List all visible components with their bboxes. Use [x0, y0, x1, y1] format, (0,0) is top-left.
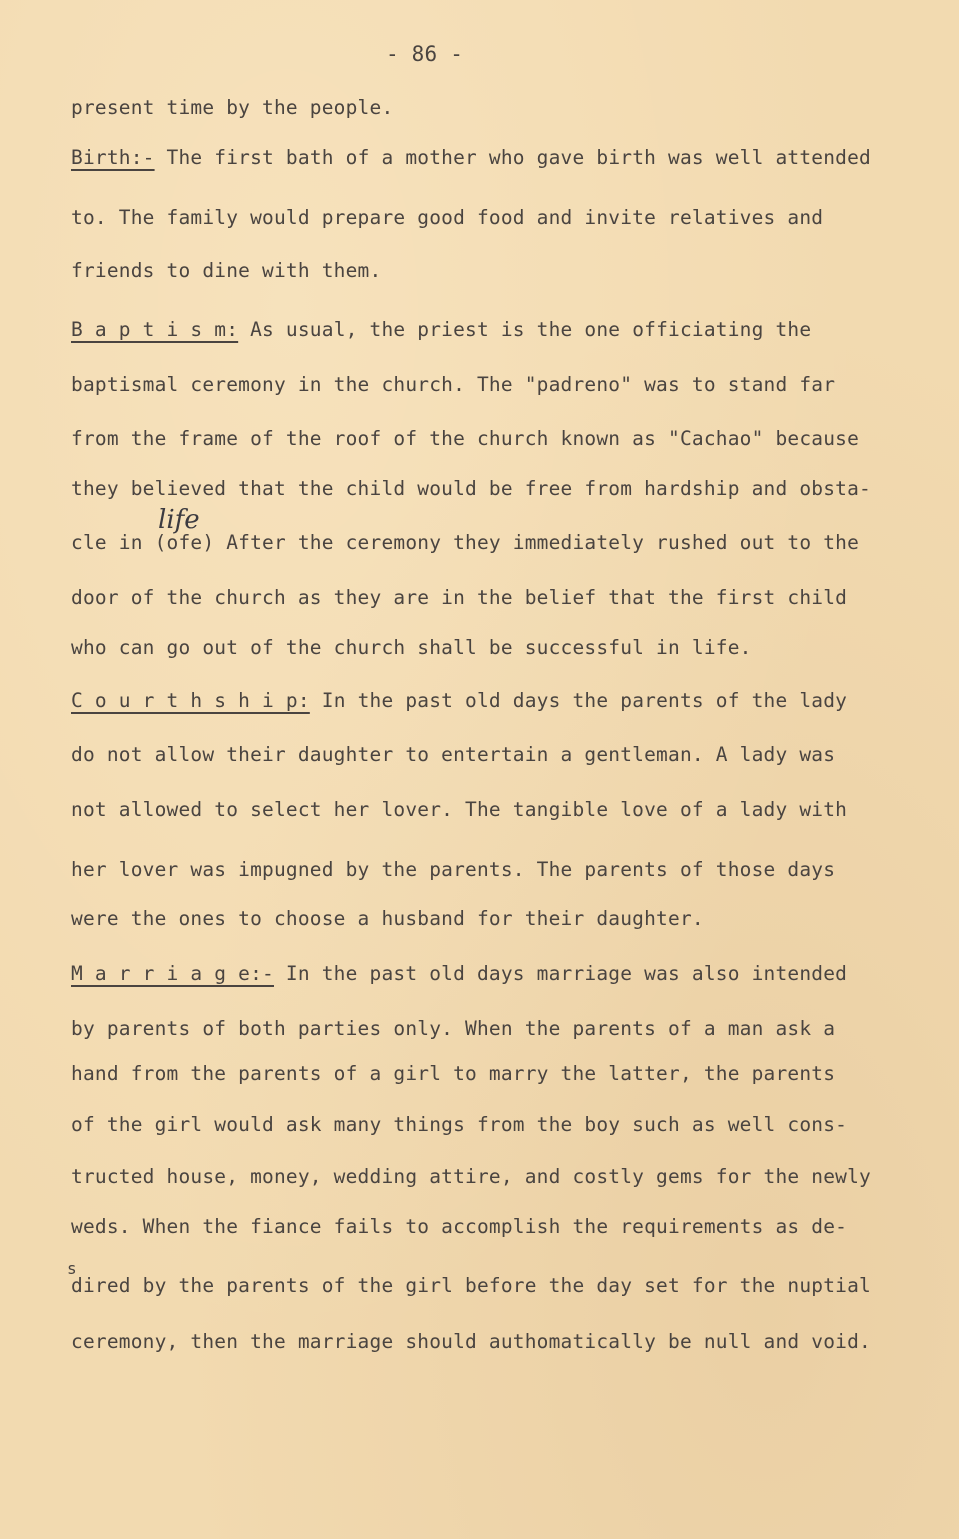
text-line: to. The family would prepare good food and invite relatives and	[71, 206, 824, 229]
margin-correction: s	[67, 1259, 77, 1278]
text-line: they believed that the child would be free from hardship and obsta-	[71, 477, 871, 500]
text-line: M a r r i a g e:- In the past old days marriage was also intended	[71, 962, 848, 985]
text-line: weds. When the fiance fails to accomplish the requirements as de-	[71, 1215, 848, 1238]
text-line: were the ones to choose a husband for their daughter.	[71, 907, 704, 930]
text-line: ceremony, then the marriage should authomatically be null and void.	[71, 1330, 871, 1353]
text-line: cle in (ofe) After the ceremony they immediately rushed out to the	[71, 531, 860, 554]
text-line: present time by the people.	[71, 96, 394, 119]
text-line: do not allow their daughter to entertain a gentleman. A lady was	[71, 743, 836, 766]
section-heading-baptism: B a p t i s m:	[71, 318, 239, 341]
text-line: not allowed to select her lover. The tangible love of a lady with	[71, 798, 848, 821]
text-line: dired by the parents of the girl before the day set for the nuptial	[71, 1274, 871, 1297]
page-number: - 86 -	[386, 42, 464, 66]
handwritten-correction: life	[158, 505, 200, 535]
text-line: tructed house, money, wedding attire, and costly gems for the newly	[71, 1165, 871, 1188]
text-line: her lover was impugned by the parents. The parents of those days	[71, 858, 836, 881]
text-line: from the frame of the roof of the church known as "Cachao" because	[71, 427, 860, 450]
text-line: who can go out of the church shall be successful in life.	[71, 636, 752, 659]
text-line: by parents of both parties only. When the parents of a man ask a	[71, 1017, 836, 1040]
section-heading-courtship: C o u r t h s h i p:	[71, 689, 310, 712]
text-line: hand from the parents of a girl to marry the latter, the parents	[71, 1062, 836, 1085]
text-line: Birth:- The first bath of a mother who gave birth was well attended	[71, 146, 871, 169]
text-line: door of the church as they are in the belief that the first child	[71, 586, 848, 609]
text-line: friends to dine with them.	[71, 259, 382, 282]
section-heading-marriage: M a r r i a g e:-	[71, 962, 274, 985]
text-line: of the girl would ask many things from the boy such as well cons-	[71, 1113, 848, 1136]
section-heading-birth: Birth:-	[71, 146, 155, 169]
text-line: C o u r t h s h i p: In the past old days the parents of the lady	[71, 689, 848, 712]
text-line: B a p t i s m: As usual, the priest is the one officiating the	[71, 318, 812, 341]
text-line: baptismal ceremony in the church. The "padreno" was to stand far	[71, 373, 836, 396]
